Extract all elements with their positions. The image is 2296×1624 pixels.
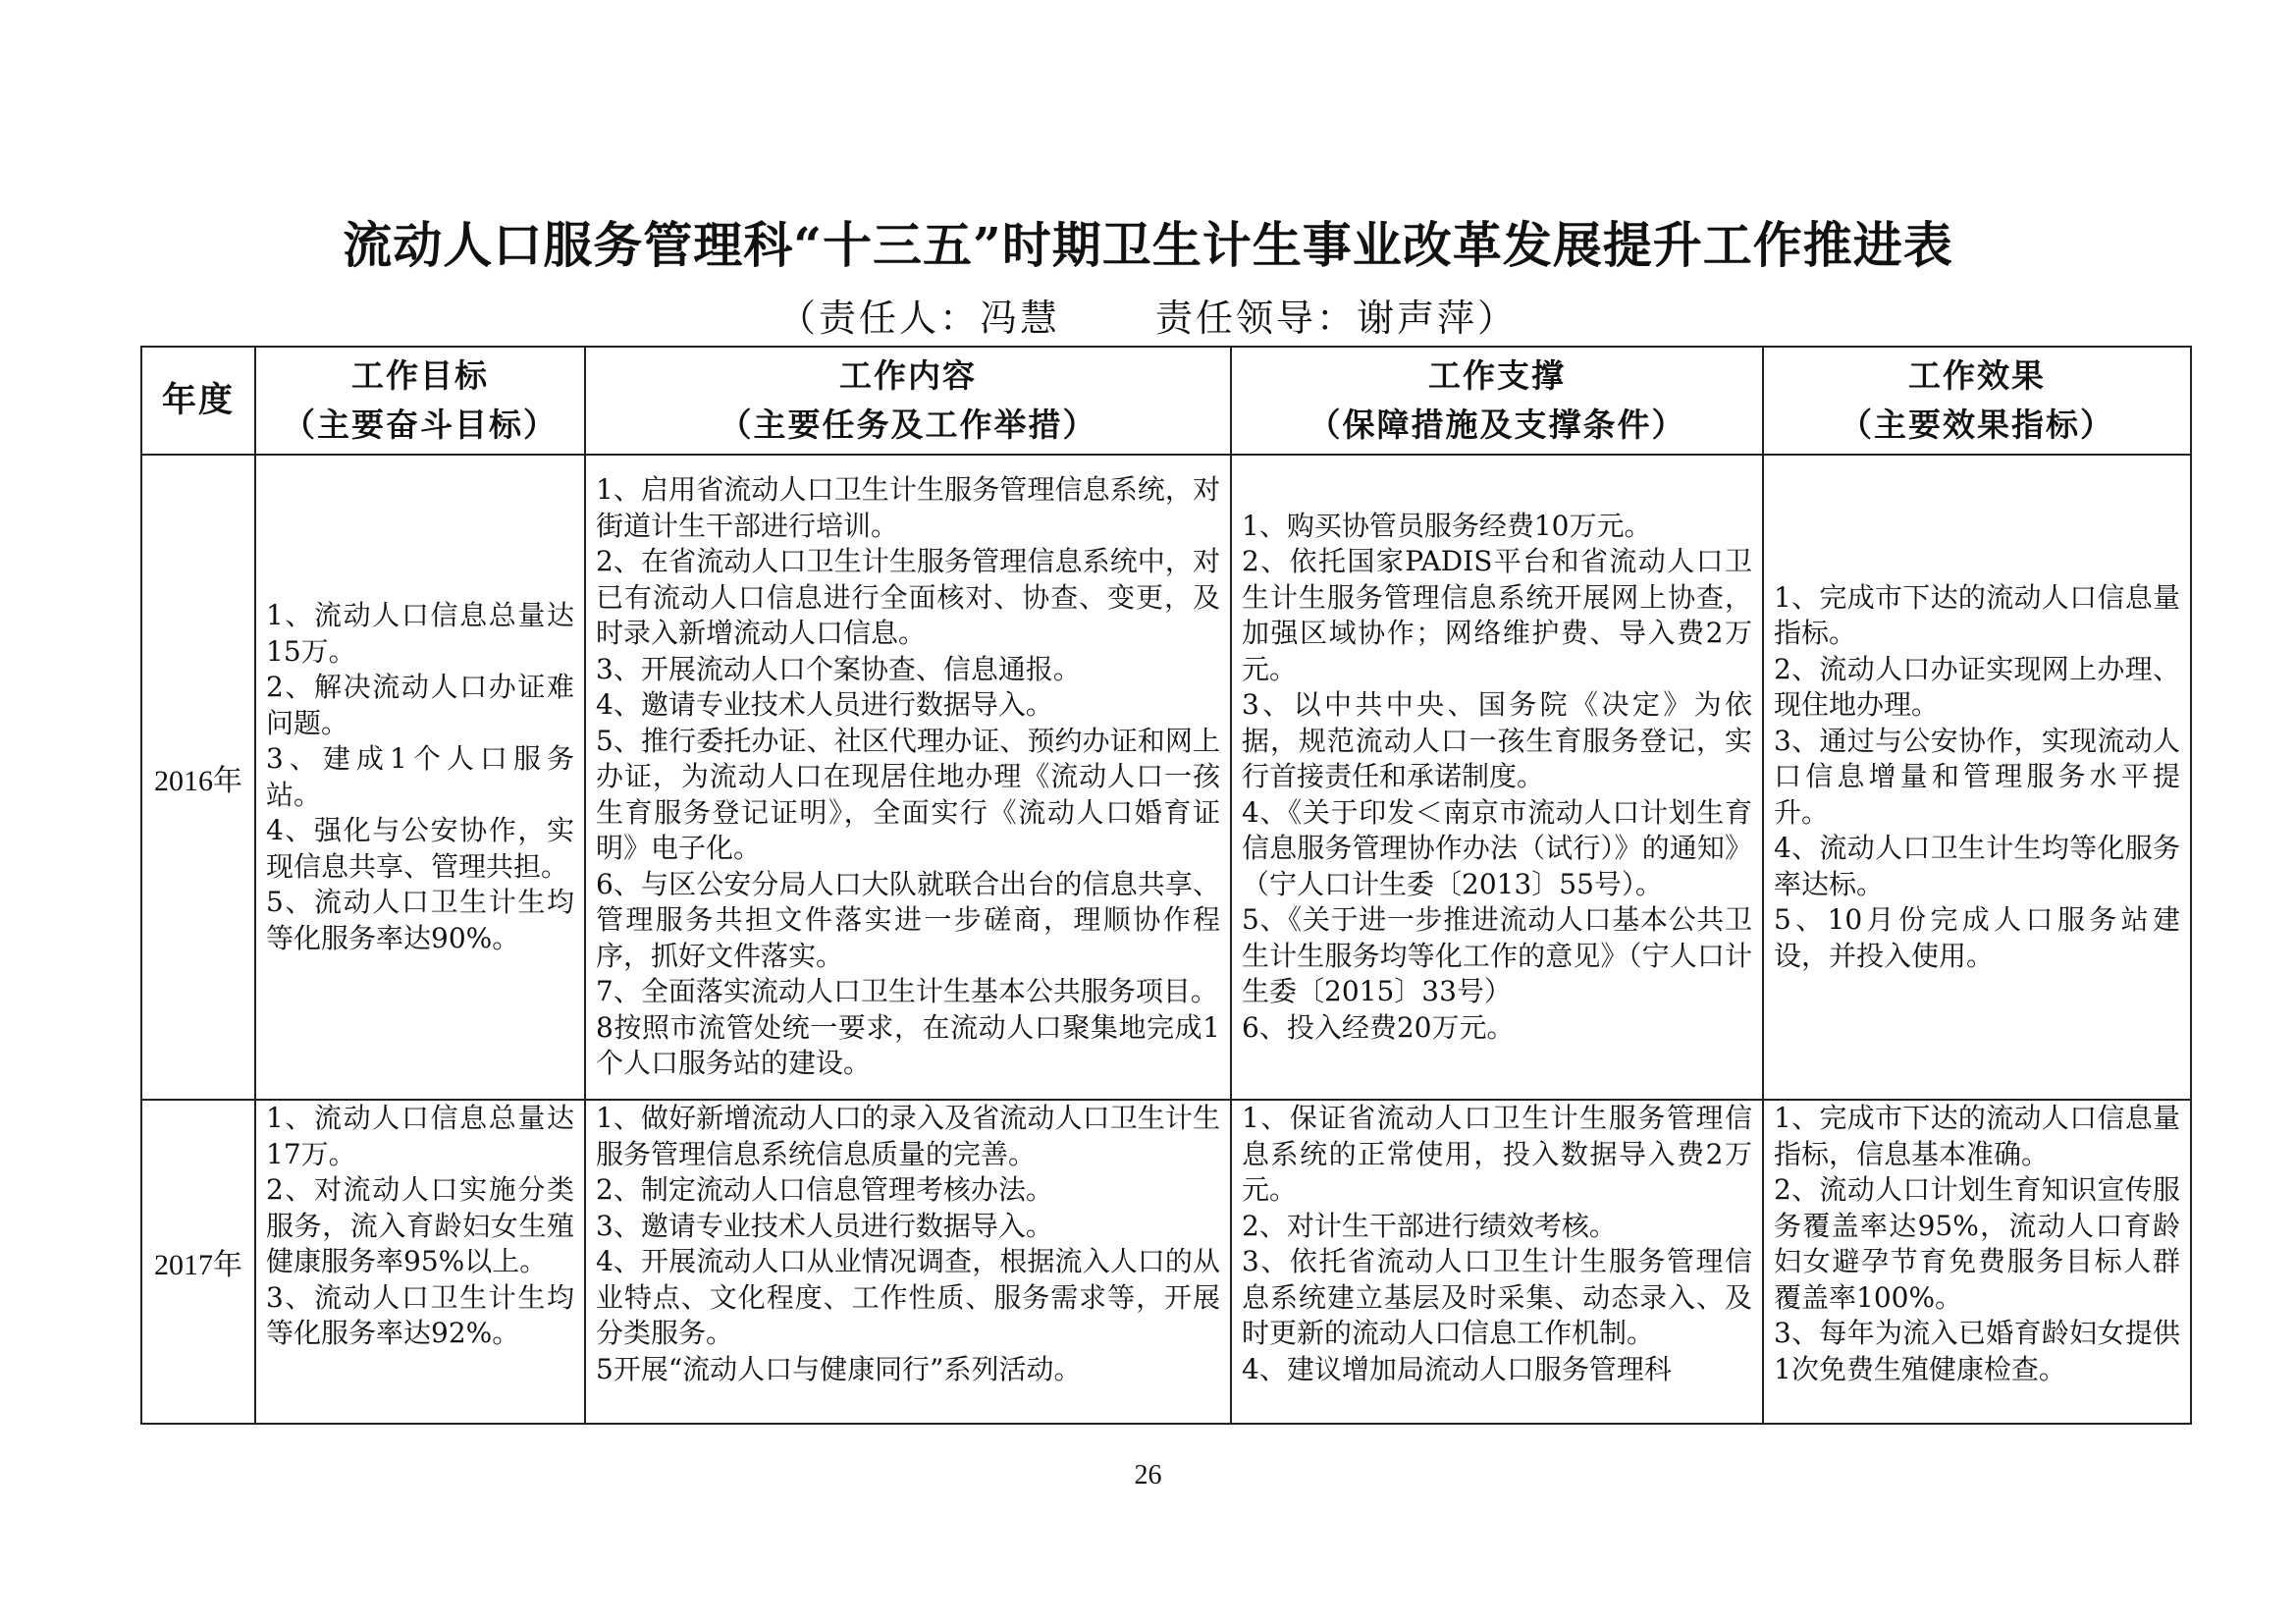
- support-cell: [1231, 455, 1763, 1100]
- work-plan-table: [140, 346, 2192, 1425]
- content-header: [585, 347, 1231, 455]
- goals-cell: [255, 455, 585, 1100]
- goal-item: 3、流动人口卫生计生均等化服务率达92%。: [266, 1280, 574, 1349]
- content-item: 1、启用省流动人口卫生计生服务管理信息系统，对街道计生干部进行培训。: [596, 473, 1220, 542]
- effect-item: 1、完成市下达的流动人口信息量指标，信息基本准确。: [1774, 1102, 2180, 1170]
- effect-item: 5、10月份完成人口服务站建设，并投入使用。: [1774, 903, 2180, 972]
- content-item: 5、推行委托办证、社区代理办证、预约办证和网上办证，为流动人口在现居住地办理《流动人口一孩生育服务登记证明》，全面实行《流动人口婚育证明》电子化。: [596, 724, 1220, 865]
- goal-item: 2、解决流动人口办证难问题。: [266, 671, 574, 739]
- content-item: 7、全面落实流动人口卫生计生基本公共服务项目。: [596, 975, 1218, 1008]
- goal-item: 4、强化与公安协作，实现信息共享、管理共担。: [266, 814, 574, 883]
- page-title: 流动人口服务管理科“十三五”时期卫生计生事业改革发展提升工作推进表: [343, 216, 1953, 274]
- effect-item: 4、流动人口卫生计生均等化服务率达标。: [1774, 832, 2180, 900]
- year-cell: 2016年: [141, 455, 255, 1100]
- content-item: 8按照市流管处统一要求，在流动人口聚集地完成1个人口服务站的建设。: [596, 1010, 1220, 1080]
- goal-item: 2、对流动人口实施分类服务，流入育龄妇女生殖健康服务率95%以上。: [266, 1173, 574, 1277]
- content-item: 3、邀请专业技术人员进行数据导入。: [596, 1209, 1053, 1242]
- table-row-2017: [141, 1100, 2191, 1424]
- effects-cell: [1763, 455, 2191, 1100]
- support-header-subtitle: （保障措施及支撑条件）: [1308, 406, 1686, 444]
- responsible-persons: （责任人：冯慧 责任领导：谢声萍）: [777, 297, 1519, 340]
- content-cell: [585, 455, 1231, 1100]
- goal-header: [255, 347, 585, 455]
- support-item: 2、对计生干部进行绩效考核。: [1242, 1209, 1617, 1242]
- goal-header-subtitle: （主要奋斗目标）: [283, 406, 558, 444]
- support-item: 1、购买协管员服务经费10万元。: [1242, 509, 1652, 542]
- goals-cell: [255, 1100, 585, 1424]
- goal-item: 1、流动人口信息总量达17万。: [266, 1102, 574, 1170]
- year-cell: 2017年: [141, 1100, 255, 1424]
- support-item: 5、《关于进一步推进流动人口基本公共卫生计生服务均等化工作的意见》（宁人口计生委〔2015〕33号）: [1242, 903, 1752, 1008]
- content-item: 6、与区公安分局人口大队就联合出台的信息共享、管理服务共担文件落实进一步磋商，理顺协作程序，抓好文件落实。: [596, 867, 1220, 972]
- support-item: 2、依托国家PADIS平台和省流动人口卫生计生服务管理信息系统开展网上协查，加强区域协作；网络维护费、导入费2万元。: [1242, 545, 1752, 685]
- effects-cell: [1763, 1100, 2191, 1424]
- effect-item: 1、完成市下达的流动人口信息量指标。: [1774, 580, 2180, 650]
- goal-header-title: 工作目标: [351, 356, 489, 395]
- content-cell: [585, 1100, 1231, 1424]
- support-item: 4、《关于印发＜南京市流动人口计划生育信息服务管理协作办法（试行）》的通知》（宁人口计生委〔2013〕55号）。: [1242, 795, 1752, 900]
- support-item: 3、依托省流动人口卫生计生服务管理信息系统建立基层及时采集、动态录入、及时更新的流动人口信息工作机制。: [1242, 1245, 1752, 1349]
- content-item: 4、开展流动人口从业情况调查，根据流入人口的从业特点、文化程度、工作性质、服务需求等，开展分类服务。: [596, 1245, 1220, 1349]
- content-header-subtitle: （主要任务及工作举措）: [719, 406, 1097, 444]
- support-header-title: 工作支撑: [1428, 356, 1566, 395]
- content-item: 2、在省流动人口卫生计生服务管理信息系统中，对已有流动人口信息进行全面核对、协查、变更，及时录入新增流动人口信息。: [596, 545, 1220, 650]
- support-item: 1、保证省流动人口卫生计生服务管理信息系统的正常使用，投入数据导入费2万元。: [1242, 1102, 1752, 1206]
- page-number: 26: [1134, 1460, 1162, 1490]
- support-item: 4、建议增加局流动人口服务管理科: [1242, 1352, 1672, 1385]
- content-item: 4、邀请专业技术人员进行数据导入。: [596, 688, 1053, 722]
- content-item: 3、开展流动人口个案协查、信息通报。: [596, 652, 1081, 685]
- content-item: 5开展“流动人口与健康同行”系列活动。: [596, 1352, 1082, 1385]
- effect-item: 3、每年为流入已婚育龄妇女提供1次免费生殖健康检查。: [1774, 1317, 2180, 1385]
- effect-header-subtitle: （主要效果指标）: [1840, 406, 2114, 444]
- table-row-2016: [141, 455, 2191, 1100]
- goal-item: 1、流动人口信息总量达15万。: [266, 599, 574, 668]
- table-header-row: [141, 347, 2191, 455]
- effect-header: [1763, 347, 2191, 455]
- support-item: 3、以中共中央、国务院《决定》为依据，规范流动人口一孩生育服务登记，实行首接责任和承诺制度。: [1242, 688, 1752, 793]
- support-cell: [1231, 1100, 1763, 1424]
- goal-item: 3、建成1个人口服务站。: [266, 742, 574, 811]
- year-header: 年度: [141, 347, 255, 455]
- goal-item: 5、流动人口卫生计生均等化服务率达90%。: [266, 886, 574, 954]
- content-item: 1、做好新增流动人口的录入及省流动人口卫生计生服务管理信息系统信息质量的完善。: [596, 1102, 1220, 1170]
- effect-item: 2、流动人口办证实现网上办理、现住地办理。: [1774, 652, 2180, 722]
- effect-header-title: 工作效果: [1908, 356, 2046, 395]
- support-item: 6、投入经费20万元。: [1242, 1010, 1515, 1044]
- content-item: 2、制定流动人口信息管理考核办法。: [596, 1173, 1053, 1206]
- effect-item: 2、流动人口计划生育知识宣传服务覆盖率达95%，流动人口育龄妇女避孕节育免费服务目标人群覆盖率100%。: [1774, 1173, 2180, 1314]
- support-header: [1231, 347, 1763, 455]
- effect-item: 3、通过与公安协作，实现流动人口信息增量和管理服务水平提升。: [1774, 724, 2180, 829]
- content-header-title: 工作内容: [839, 356, 977, 395]
